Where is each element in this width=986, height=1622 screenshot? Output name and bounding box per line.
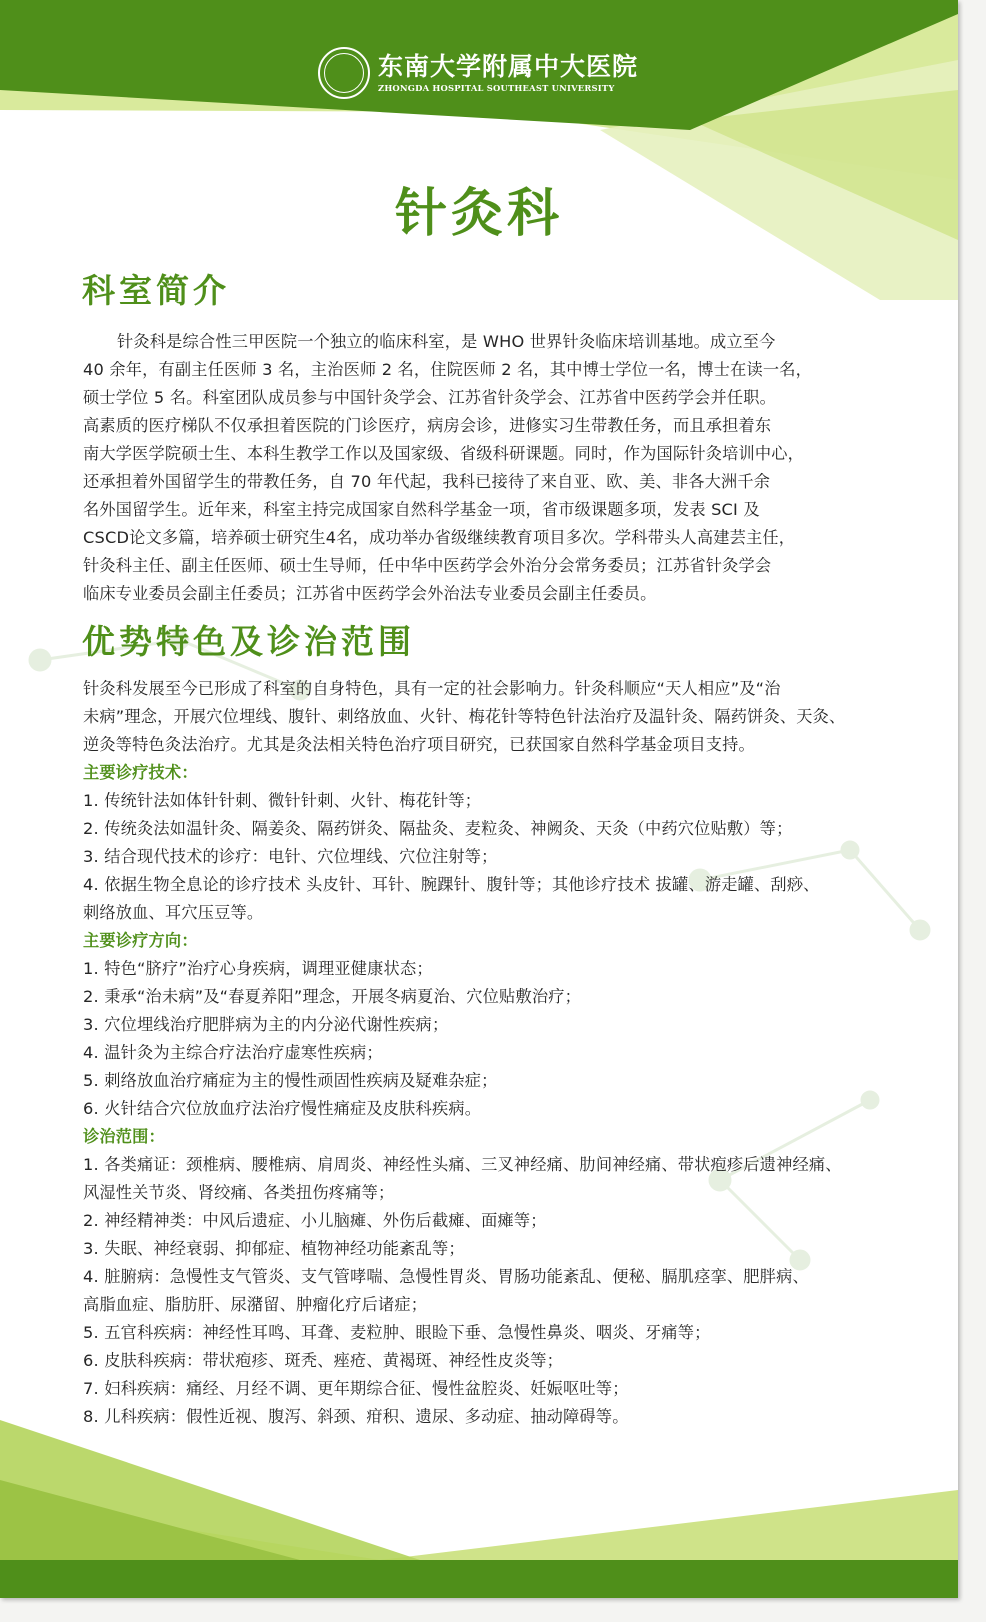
technique-item: 3. 结合现代技术的诊疗：电针、穴位埋线、穴位注射等； xyxy=(83,847,498,866)
technique-item: 2. 传统灸法如温针灸、隔姜灸、隔药饼灸、隔盐灸、麦粒灸、神阙灸、天灸（中药穴位贴敷）等； xyxy=(83,819,793,838)
direction-item: 3. 穴位埋线治疗肥胖病为主的内分泌代谢性疾病； xyxy=(83,1015,449,1034)
scope-item: 2. 神经精神类：中风后遗症、小儿脑瘫、外伤后截瘫、面瘫等； xyxy=(83,1211,547,1230)
scope-item: 6. 皮肤科疾病：带状疱疹、斑秃、痤疮、黄褐斑、神经性皮炎等； xyxy=(83,1351,564,1370)
hospital-logo xyxy=(318,44,638,102)
page-title: 针灸科 xyxy=(394,183,563,244)
scope-item: 4. 脏腑病：急慢性支气管炎、支气管哮喘、急慢性胃炎、胃肠功能紊乱、便秘、膈肌痉挛、肥胖病、 xyxy=(83,1267,809,1286)
intro-paragraph xyxy=(83,328,873,608)
direction-item: 6. 火针结合穴位放血疗法治疗慢性痛症及皮肤科疾病。 xyxy=(83,1099,482,1118)
techniques-heading: 主要诊疗技术： xyxy=(83,763,198,782)
scope-item: 高脂血症、脂肪肝、尿潴留、肿瘤化疗后诸症； xyxy=(83,1295,428,1314)
scope-item: 1. 各类痛证：颈椎病、腰椎病、肩周炎、神经性头痛、三叉神经痛、肋间神经痛、带状疱疹后遗神经痛、 xyxy=(83,1155,842,1174)
intro-heading: 科室简介 xyxy=(82,271,230,310)
features-intro-line: 未病”理念，开展穴位埋线、腹针、刺络放血、火针、梅花针等特色针法治疗及温针灸、隔药饼灸、天灸、 xyxy=(83,707,846,726)
intro-line: 南大学医学院硕士生、本科生教学工作以及国家级、省级科研课题。同时，作为国际针灸培训中心， xyxy=(83,444,805,463)
scope-item: 8. 儿科疾病：假性近视、腹泻、斜颈、疳积、遗尿、多动症、抽动障碍等。 xyxy=(83,1407,629,1426)
scope-item: 3. 失眠、神经衰弱、抑郁症、植物神经功能紊乱等； xyxy=(83,1239,465,1258)
directions-heading: 主要诊疗方向： xyxy=(83,931,198,950)
technique-item: 刺络放血、耳穴压豆等。 xyxy=(83,903,264,922)
technique-item: 1. 传统针法如体针针刺、微针针刺、火针、梅花针等； xyxy=(83,791,482,810)
features-intro-line: 针灸科发展至今已形成了科室的自身特色，具有一定的社会影响力。针灸科顺应“天人相应”及“治 xyxy=(83,679,781,698)
hospital-name-en: ZHONGDA HOSPITAL SOUTHEAST UNIVERSITY xyxy=(378,83,615,93)
technique-item: 4. 依据生物全息论的诊疗技术 头皮针、耳针、腕踝针、腹针等；其他诊疗技术 拔罐、游走罐、刮痧、 xyxy=(83,875,820,894)
direction-item: 2. 秉承“治未病”及“春夏养阳”理念，开展冬病夏治、穴位贴敷治疗； xyxy=(83,987,581,1006)
hospital-emblem-icon xyxy=(318,47,370,99)
intro-line: CSCD论文多篇，培养硕士研究生4名，成功举办省级继续教育项目多次。学科带头人高建芸主任， xyxy=(83,528,796,547)
intro-line: 还承担着外国留学生的带教任务，自 70 年代起，我科已接待了来自亚、欧、美、非各大洲千余 xyxy=(83,472,771,491)
intro-line: 高素质的医疗梯队不仅承担着医院的门诊医疗，病房会诊，进修实习生带教任务，而且承担着东 xyxy=(83,416,772,435)
intro-line: 针灸科主任、副主任医师、硕士生导师，任中华中医药学会外治分会常务委员；江苏省针灸学会 xyxy=(83,556,772,575)
bottom-dark-banner xyxy=(0,1560,958,1598)
intro-line: 硕士学位 5 名。科室团队成员参与中国针灸学会、江苏省针灸学会、江苏省中医药学会并任职。 xyxy=(83,388,777,407)
scope-item: 风湿性关节炎、肾绞痛、各类扭伤疼痛等； xyxy=(83,1183,395,1202)
scope-item: 7. 妇科疾病：痛经、月经不调、更年期综合征、慢性盆腔炎、妊娠呕吐等； xyxy=(83,1379,629,1398)
intro-line: 40 余年，有副主任医师 3 名，主治医师 2 名，住院医师 2 名，其中博士学位一名，博士在读一名， xyxy=(83,360,813,379)
direction-item: 4. 温针灸为主综合疗法治疗虚寒性疾病； xyxy=(83,1043,383,1062)
intro-line: 临床专业委员会副主任委员；江苏省中医药学会外治法专业委员会副主任委员。 xyxy=(83,584,657,603)
intro-line: 针灸科是综合性三甲医院一个独立的临床科室，是 WHO 世界针灸临床培训基地。成立至今 xyxy=(117,332,776,351)
direction-item: 5. 刺络放血治疗痛症为主的慢性顽固性疾病及疑难杂症； xyxy=(83,1071,498,1090)
hospital-name-cn: 东南大学附属中大医院 xyxy=(378,52,639,81)
scope-item: 5. 五官科疾病：神经性耳鸣、耳聋、麦粒肿、眼睑下垂、急慢性鼻炎、咽炎、牙痛等； xyxy=(83,1323,711,1342)
intro-line: 名外国留学生。近年来，科室主持完成国家自然科学基金一项，省市级课题多项，发表 SCI 及 xyxy=(83,500,760,519)
features-intro-line: 逆灸等特色灸法治疗。尤其是灸法相关特色治疗项目研究，已获国家自然科学基金项目支持。 xyxy=(83,735,755,754)
features-heading: 优势特色及诊治范围 xyxy=(82,622,415,661)
scope-heading: 诊治范围： xyxy=(83,1127,165,1146)
features-content xyxy=(83,675,873,1431)
direction-item: 1. 特色“脐疗”治疗心身疾病，调理亚健康状态； xyxy=(83,959,433,978)
